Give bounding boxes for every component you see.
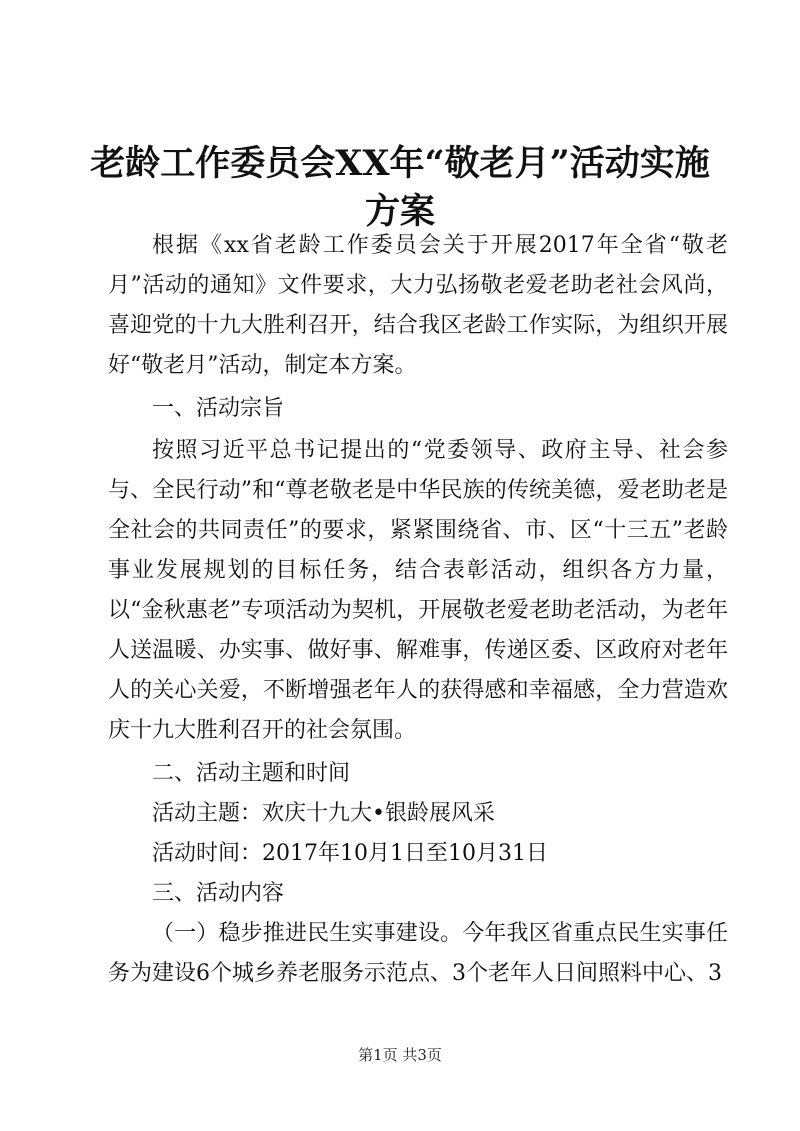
activity-time-line: 活动时间：2017年10月1日至10月31日 (152, 841, 548, 866)
section-heading-content: 三、活动内容 (152, 881, 285, 906)
purpose-paragraph: 按照习近平总书记提出的“党委领导、政府主导、社会参与、全民行动”和“尊老敬老是中华民族的传统美德，爱老助老是全社会的共同责任”的要求，紧紧围绕省、市、区“十三五”老龄事业发展规划的目标任务，结合表彰活动，组织各方力量，以“金秋惠老”专项活动为契机，开展敬老爱老助老活动，为老年人送温暖、办实事、做好事、解难事，传递区委、区政府对老年人的关心关爱，不断增强老年人的获得感和幸福感，全力营造欢庆十九大胜利召开的社会氛围。 (108, 438, 728, 743)
section-heading-purpose: 一、活动宗旨 (152, 396, 285, 421)
content-paragraph: （一）稳步推进民生实事建设。今年我区省重点民生实事任务为建设6个城乡养老服务示范点、3个老年人日间照料中心、3 (108, 921, 728, 986)
section-heading-theme-time: 二、活动主题和时间 (152, 761, 351, 786)
document-title: 老龄工作委员会XX年“敬老月”活动实施方案 (90, 143, 710, 232)
activity-theme-line: 活动主题：欢庆十九大•银龄展风采 (152, 801, 495, 826)
page-footer: 第1页 共3页 (358, 1046, 442, 1064)
intro-paragraph: 根据《xx省老龄工作委员会关于开展2017年全省“敬老月”活动的通知》文件要求，大力弘扬敬老爱老助老社会风尚，喜迎党的十九大胜利召开，结合我区老龄工作实际，为组织开展好“敬老月”活动，制定本方案。 (108, 233, 728, 378)
